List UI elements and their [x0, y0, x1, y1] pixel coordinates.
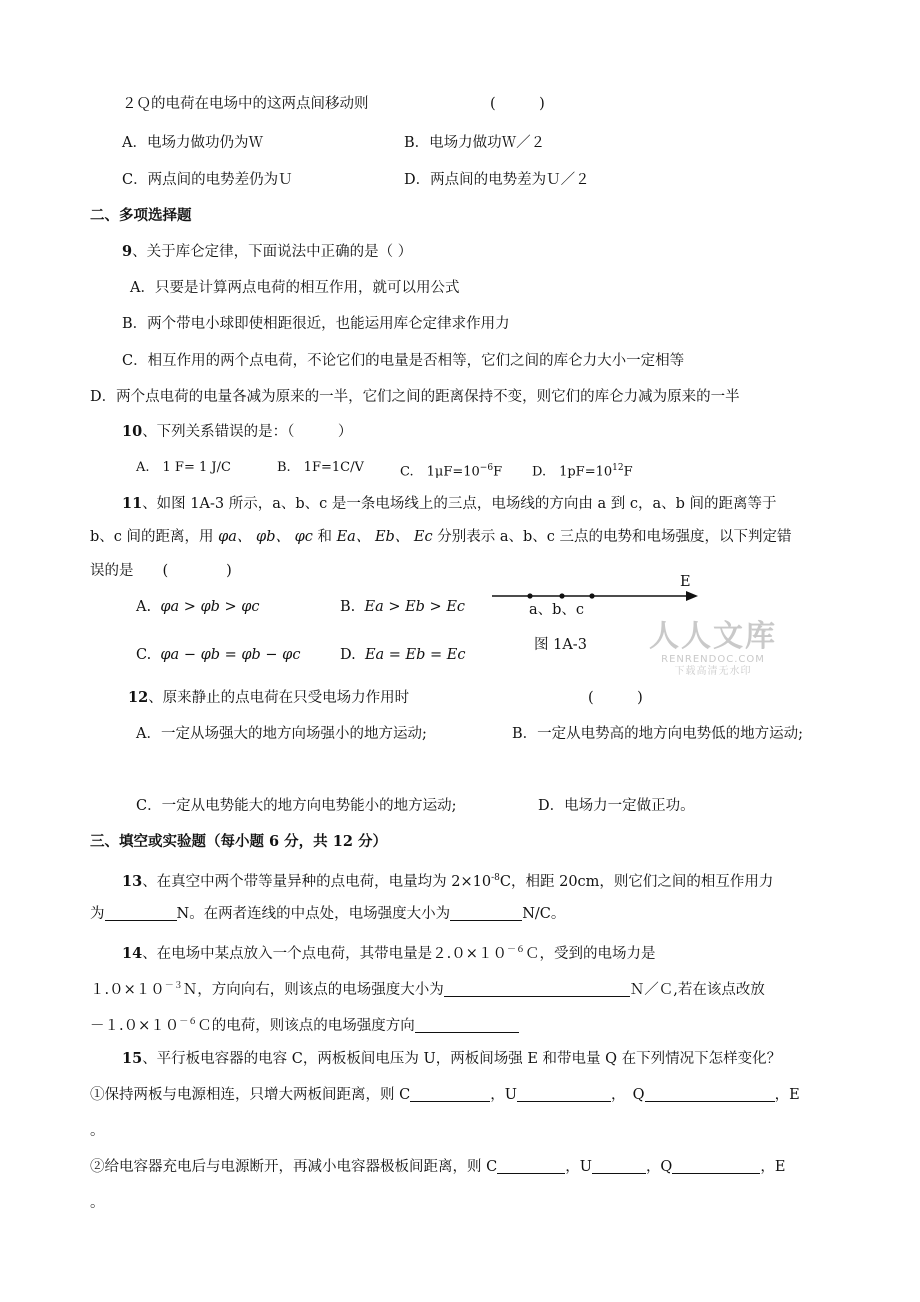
e-a-symbol: Ea、: [336, 529, 371, 545]
q10-stem-text: 、下列关系错误的是：（ ）: [142, 424, 353, 440]
q9-option-a: A．只要是计算两点电荷的相互作用，就可以用公式: [130, 280, 460, 296]
q10-option-c: C. $1\mu F=10^{-6}F$: [400, 463, 503, 480]
q10-option-b: B. 1F=1C/V: [277, 460, 364, 475]
q9-stem: [122, 242, 412, 262]
q10-stem: [122, 422, 352, 442]
q8-text: ２Ｑ的电荷在电场中的这两点间移动则: [122, 96, 369, 112]
q9-option-b: B．两个带电小球即使相距很近，也能运用库仑定律求作用力: [122, 316, 510, 332]
q8-option-c: C．两点间的电势差仍为Ｕ: [122, 172, 293, 188]
q12-number: 12: [128, 689, 149, 706]
q15-case2-blank-c[interactable]: [497, 1157, 565, 1174]
q14-blank-direction[interactable]: [415, 1016, 519, 1033]
section2-title: 二、多项选择题: [90, 207, 192, 224]
q14-line1: 14、在电场中某点放入一个点电荷，其带电量是$2.0\times 10^{-6}C$，受到的电场力是: [122, 944, 656, 962]
q15-case1-blank-c[interactable]: [410, 1085, 490, 1102]
q15-case1-blank-q[interactable]: [645, 1085, 775, 1102]
q9-stem-text: 、关于库仑定律，下面说法中正确的是（ ）: [132, 244, 413, 260]
q12-answer-paren: ( ): [588, 690, 643, 706]
q12-option-c: C．一定从电势能大的地方向电势能小的地方运动;: [136, 798, 457, 814]
q15-case2-blank-u[interactable]: [592, 1157, 646, 1174]
q14-blank-magnitude[interactable]: [444, 980, 630, 997]
e-c-symbol: Ec: [413, 529, 433, 545]
q8-option-b: B．电场力做功Ｗ／２: [404, 135, 546, 151]
q11-line3: 误的是 ( ): [90, 563, 232, 579]
q8-answer-paren: ( ): [490, 96, 545, 112]
q13-line2: 为 N。在两者连线的中点处，电场强度大小为 N/C。: [90, 906, 566, 922]
q12-stem: 12、原来静止的点电荷在只受电场力作用时: [128, 689, 410, 706]
q13-blank-force[interactable]: [105, 904, 177, 921]
q15-stem: 15、平行板电容器的电容 C，两板板间电压为 U，两板间场强 E 和带电量 Q 在下列情况下怎样变化？: [122, 1050, 782, 1067]
q11-option-b: B. Ea > Eb > Ec: [340, 599, 466, 615]
point-b: [559, 593, 564, 598]
q11-line2: b、c 间的距离，用 φa、 φb、 φc 和 Ea、 Eb、 Ec 分别表示 a、b、c 三点的电势和电场强度，以下判定错: [90, 529, 792, 545]
q13-line1: 13、在真空中两个带等量异种的点电荷，电量均为 $2\times 10^{-8}C$，相距 20cm，则它们之间的相互作用力: [122, 872, 774, 890]
q8-option-a: A．电场力做功仍为Ｗ: [122, 135, 263, 151]
q15-case2-blank-q[interactable]: [672, 1157, 760, 1174]
q13-blank-field[interactable]: [450, 904, 522, 921]
q10-number: 10: [122, 423, 143, 440]
q8-option-d: D．两点间的电势差为Ｕ／２: [404, 172, 590, 188]
point-a: [527, 593, 532, 598]
phi-a-symbol: φa、: [218, 529, 252, 545]
q14-line3: $-1.0\times 10^{-6}C$的电荷，则该点的电场强度方向: [90, 1012, 519, 1036]
q11-option-c: C. φa − φb = φb − φc: [136, 647, 301, 663]
q15-case1-blank-u[interactable]: [517, 1085, 611, 1102]
phi-b-symbol: φb、: [256, 529, 290, 545]
q15-number: 15: [122, 1050, 143, 1067]
q9-option-d: D．两个点电荷的电量各减为原来的一半，它们之间的距离保持不变，则它们的库仑力减为原来的一半: [90, 389, 740, 405]
arrow-head-icon: [686, 591, 698, 601]
q11-option-a: A. φa > φb > φc: [136, 599, 260, 615]
q13-number: 13: [122, 872, 143, 890]
q14-number: 14: [122, 944, 143, 962]
field-label-e: E: [680, 574, 691, 590]
watermark-title: 人人文库: [649, 619, 777, 654]
q11-number: 11: [122, 495, 143, 512]
phi-c-symbol: φc: [294, 529, 313, 545]
q15-case1-end: 。: [90, 1123, 105, 1139]
q9-option-c: C．相互作用的两个点电荷，不论它们的电量是否相等，它们之间的库仑力大小一定相等: [122, 353, 685, 369]
section3-title: 三、填空或实验题（每小题 6 分，共 12 分）: [90, 833, 387, 850]
q10-option-d: D. $1pF=10^{12}F$: [532, 463, 633, 480]
watermark-domain: RENRENDOC.COM: [661, 654, 765, 665]
q12-option-a: A．一定从场强大的地方向场强小的地方运动;: [136, 726, 427, 742]
watermark-slogan: 下载高清无水印: [674, 666, 752, 677]
q9-number: 9: [122, 243, 133, 260]
q11-line1: 11、如图 1A-3 所示，a、b、c 是一条电场线上的三点，电场线的方向由 a 到 c，a、b 间的距离等于: [122, 495, 777, 512]
q12-option-d: D．电场力一定做正功。: [538, 798, 695, 814]
q11-option-d: D. Ea = Eb = Ec: [340, 647, 466, 663]
q8-continuation: [122, 94, 369, 114]
e-b-symbol: Eb、: [374, 529, 410, 545]
point-c: [589, 593, 594, 598]
figure-point-labels: a、b、c: [529, 602, 585, 618]
q14-line2: $1.0\times 10^{-3}N$，方向向右，则该点的电场强度大小为 Ｎ／Ｃ,若在该点改放: [90, 981, 765, 998]
q12-option-b: B．一定从电势高的地方向电势低的地方运动;: [512, 726, 804, 742]
q10-option-a: A. 1 F= 1 J/C: [136, 460, 231, 475]
watermark: [648, 620, 778, 678]
figure-caption: 图 1A-3: [534, 637, 587, 653]
q15-case2: ②给电容器充电后与电源断开，再减小电容器极板间距离，则 C ，U ，Q ，E: [90, 1159, 786, 1175]
q15-case2-end: 。: [90, 1195, 105, 1211]
q15-case1: ①保持两板与电源相连，只增大两板间距离，则 C ，U ， Q ，E: [90, 1087, 800, 1103]
